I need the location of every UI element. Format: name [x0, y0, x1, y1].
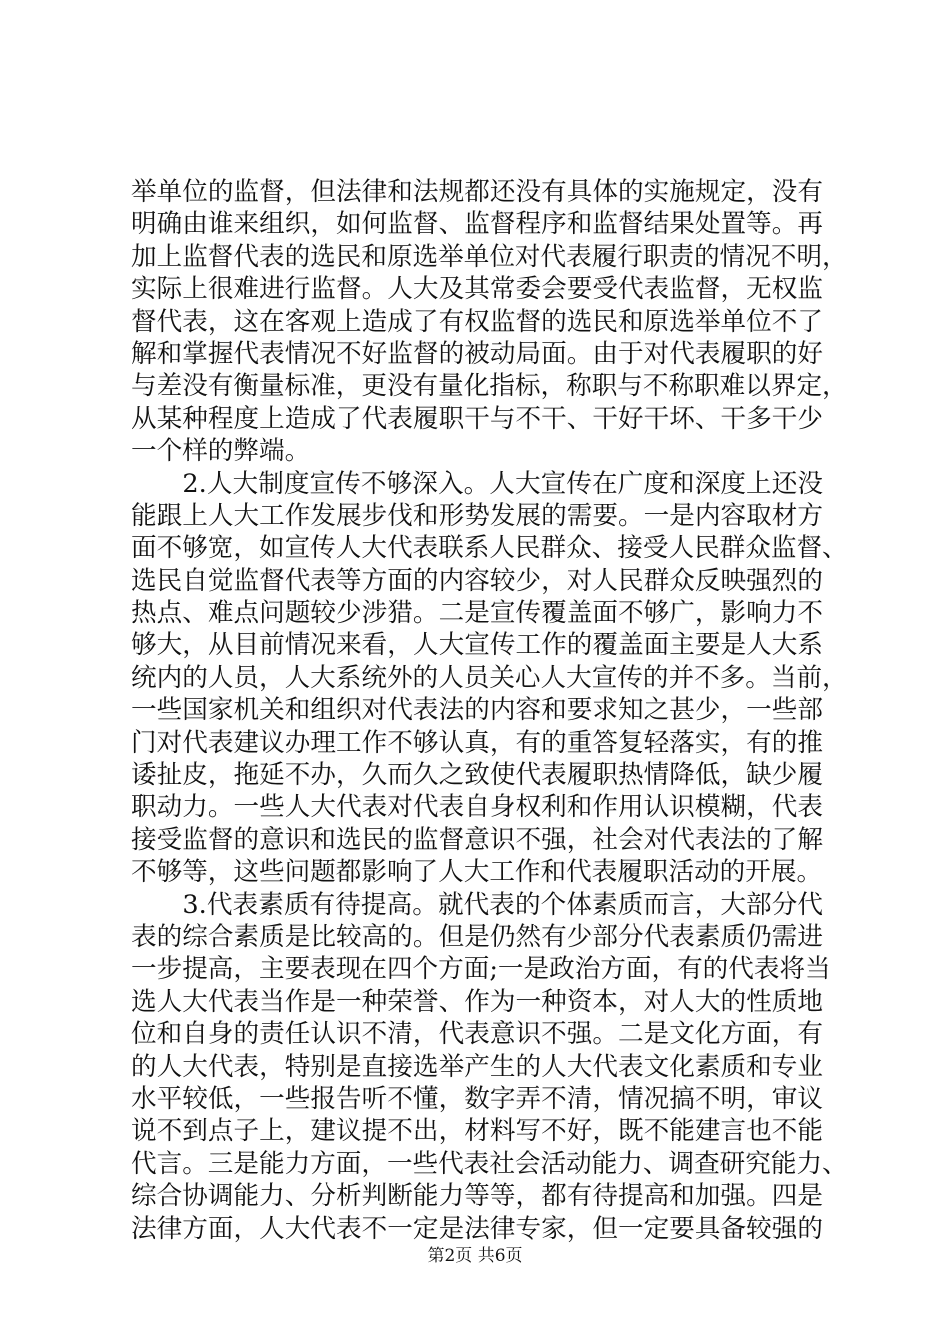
text-line: 明确由谁来组织，如何监督、监督程序和监督结果处置等。再: [131, 209, 823, 240]
text-line: 水平较低，一些报告听不懂，数字弄不清，情况搞不明，审议: [131, 1083, 823, 1114]
text-line: 的人大代表，特别是直接选举产生的人大代表文化素质和专业: [131, 1051, 823, 1082]
text-line: 综合协调能力、分析判断能力等等，都有待提高和加强。四是: [131, 1181, 823, 1212]
text-line: 一步提高，主要表现在四个方面;一是政治方面，有的代表将当: [131, 954, 831, 985]
text-line: 督代表，这在客观上造成了有权监督的选民和原选举单位不了: [131, 306, 823, 337]
text-line: 选民自觉监督代表等方面的内容较少，对人民群众反映强烈的: [131, 565, 823, 596]
text-line: 3.代表素质有待提高。就代表的个体素质而言，大部分代: [131, 889, 823, 920]
page-number: 第2页 共6页: [427, 1246, 523, 1266]
text-line: 能跟上人大工作发展步伐和形势发展的需要。一是内容取材方: [131, 500, 823, 531]
text-line: 一个样的弊端。: [131, 436, 311, 467]
text-line: 举单位的监督，但法律和法规都还没有具体的实施规定，没有: [131, 177, 823, 207]
text-line: 够大，从目前情况来看，人大宣传工作的覆盖面主要是人大系: [131, 630, 823, 661]
text-line: 职动力。一些人大代表对代表自身权利和作用认识模糊，代表: [131, 792, 823, 823]
text-line: 一些国家机关和组织对代表法的内容和要求知之甚少，一些部: [131, 695, 823, 726]
text-line: 与差没有衡量标准，更没有量化指标，称职与不称职难以界定，: [131, 371, 848, 402]
text-line: 门对代表建议办理工作不够认真，有的重答复轻落实，有的推: [131, 727, 823, 758]
text-line: 解和掌握代表情况不好监督的被动局面。由于对代表履职的好: [131, 338, 823, 369]
text-line: 位和自身的责任认识不清，代表意识不强。二是文化方面，有: [131, 1019, 823, 1050]
text-line: 法律方面，人大代表不一定是法律专家，但一定要具备较强的: [131, 1213, 823, 1244]
text-line: 不够等，这些问题都影响了人大工作和代表履职活动的开展。: [131, 857, 823, 888]
text-line: 实际上很难进行监督。人大及其常委会要受代表监督，无权监: [131, 274, 823, 305]
text-line: 热点、难点问题较少涉猎。二是宣传覆盖面不够广，影响力不: [131, 598, 823, 629]
text-line: 加上监督代表的选民和原选举单位对代表履行职责的情况不明，: [131, 241, 848, 272]
page-footer: [0, 1245, 950, 1267]
text-line: 面不够宽，如宣传人大代表联系人民群众、接受人民群众监督、: [131, 533, 848, 564]
text-line: 接受监督的意识和选民的监督意识不强，社会对代表法的了解: [131, 824, 823, 855]
text-line: 2.人大制度宣传不够深入。人大宣传在广度和深度上还没: [131, 468, 823, 499]
text-line: 选人大代表当作是一种荣誉、作为一种资本，对人大的性质地: [131, 986, 823, 1017]
text-line: 说不到点子上，建议提不出，材料写不好，既不能建言也不能: [131, 1116, 823, 1147]
document-body: [131, 176, 848, 1245]
text-line: 表的综合素质是比较高的。但是仍然有少部分代表素质仍需进: [131, 921, 823, 952]
text-line: 代言。三是能力方面，一些代表社会活动能力、调查研究能力、: [131, 1148, 848, 1179]
text-line: 统内的人员，人大系统外的人员关心人大宣传的并不多。当前，: [131, 662, 848, 693]
text-line: 从某种程度上造成了代表履职干与不干、干好干坏、干多干少: [131, 403, 823, 434]
text-line: 诿扯皮，拖延不办，久而久之致使代表履职热情降低，缺少履: [131, 760, 823, 791]
